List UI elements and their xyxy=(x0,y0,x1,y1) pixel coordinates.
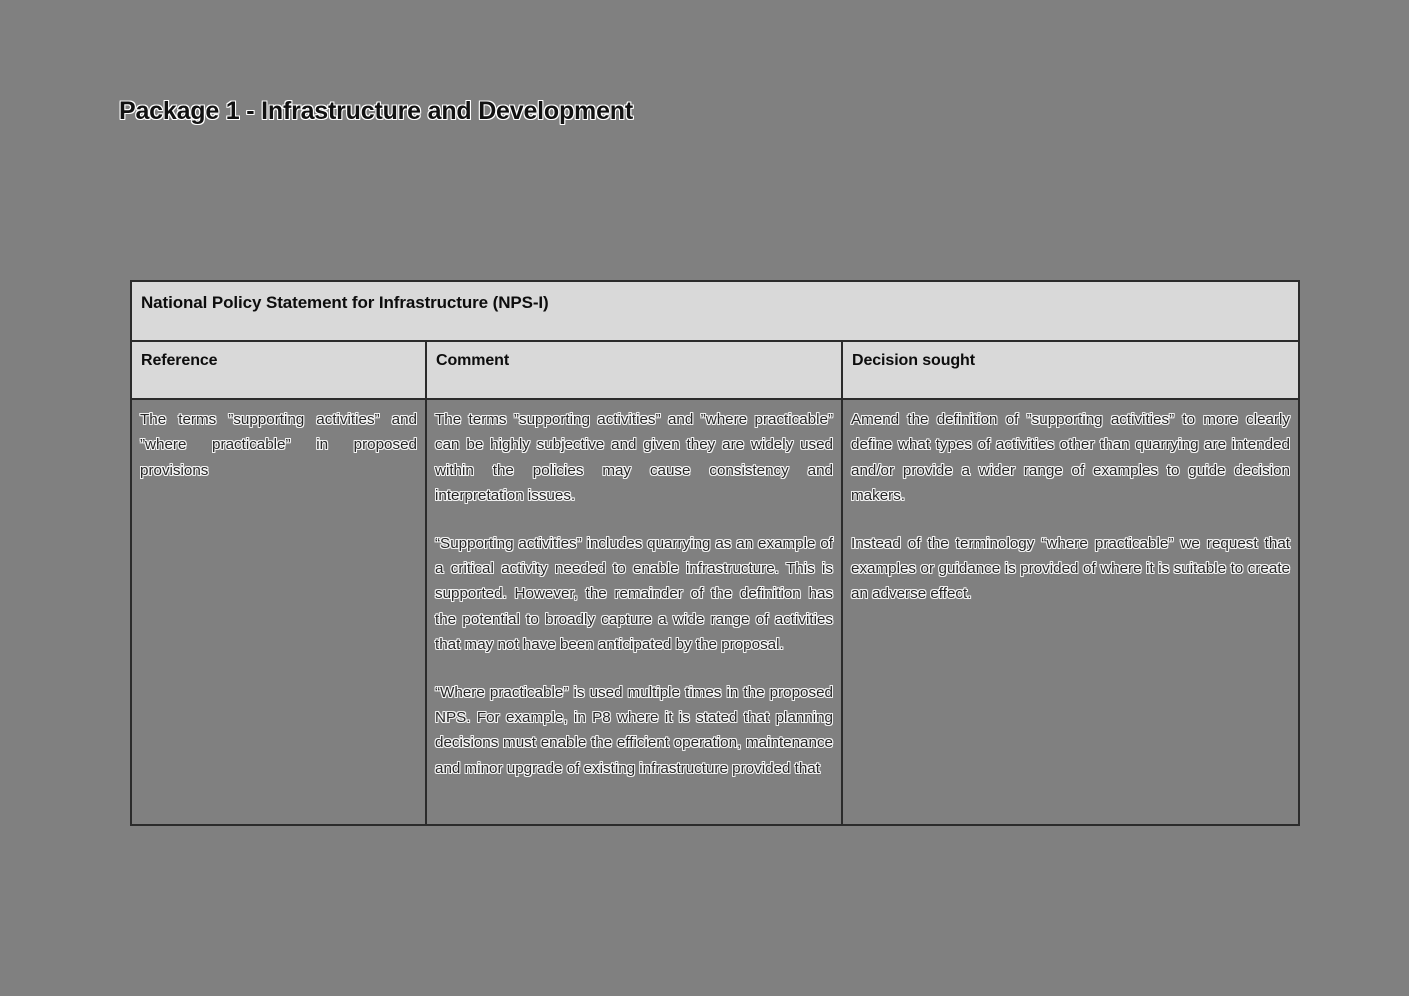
table-header-row xyxy=(131,341,1299,399)
paragraph: The terms ”supporting activities” and ”where practicable” can be highly subjective and given they are widely used within the policies may cause consistency and interpretation issues. xyxy=(435,411,833,505)
cell-decision-sought xyxy=(842,399,1299,825)
table-banner-title: National Policy Statement for Infrastructure (NPS-I) xyxy=(141,293,549,312)
page-title: Package 1 - Infrastructure and Development xyxy=(119,97,633,125)
cell-decision-sought-text xyxy=(851,407,1290,607)
cell-comment xyxy=(426,399,842,825)
column-header-reference-label: Reference xyxy=(141,352,218,369)
column-header-comment xyxy=(426,341,842,399)
table-banner-cell xyxy=(131,281,1299,341)
column-header-decision-sought-label: Decision sought xyxy=(852,352,975,369)
cell-reference xyxy=(131,399,426,825)
paragraph: “Supporting activities” includes quarrying as an example of a critical activity needed to enable infrastructure. This is supported. However, the remainder of the definition has the potential to broadly capture a wide range of activities that may not have been anticipated by the proposal. xyxy=(435,534,833,654)
cell-comment-text xyxy=(435,407,833,781)
paragraph: The terms ”supporting activities” and ”where practicable” in proposed provisions xyxy=(140,411,417,479)
submission-table xyxy=(130,280,1300,826)
column-header-comment-label: Comment xyxy=(436,352,510,369)
paragraph: Amend the definition of ”supporting activities” to more clearly define what types of activities other than quarrying are intended and/or provide a wider range of examples to guide decision makers. xyxy=(851,411,1290,505)
cell-reference-text xyxy=(140,407,417,483)
table-banner-row xyxy=(131,281,1299,341)
column-header-reference xyxy=(131,341,426,399)
column-header-decision-sought xyxy=(842,341,1299,399)
paragraph: Instead of the terminology “where practicable” we request that examples or guidance is provided of where it is suitable to create an adverse effect. xyxy=(851,534,1290,603)
paragraph: “Where practicable” is used multiple times in the proposed NPS. For example, in P8 where it is stated that planning decisions must enable the efficient operation, maintenance and minor upgrade of existing infrastructure provided that xyxy=(435,683,833,777)
table-row xyxy=(131,399,1299,825)
